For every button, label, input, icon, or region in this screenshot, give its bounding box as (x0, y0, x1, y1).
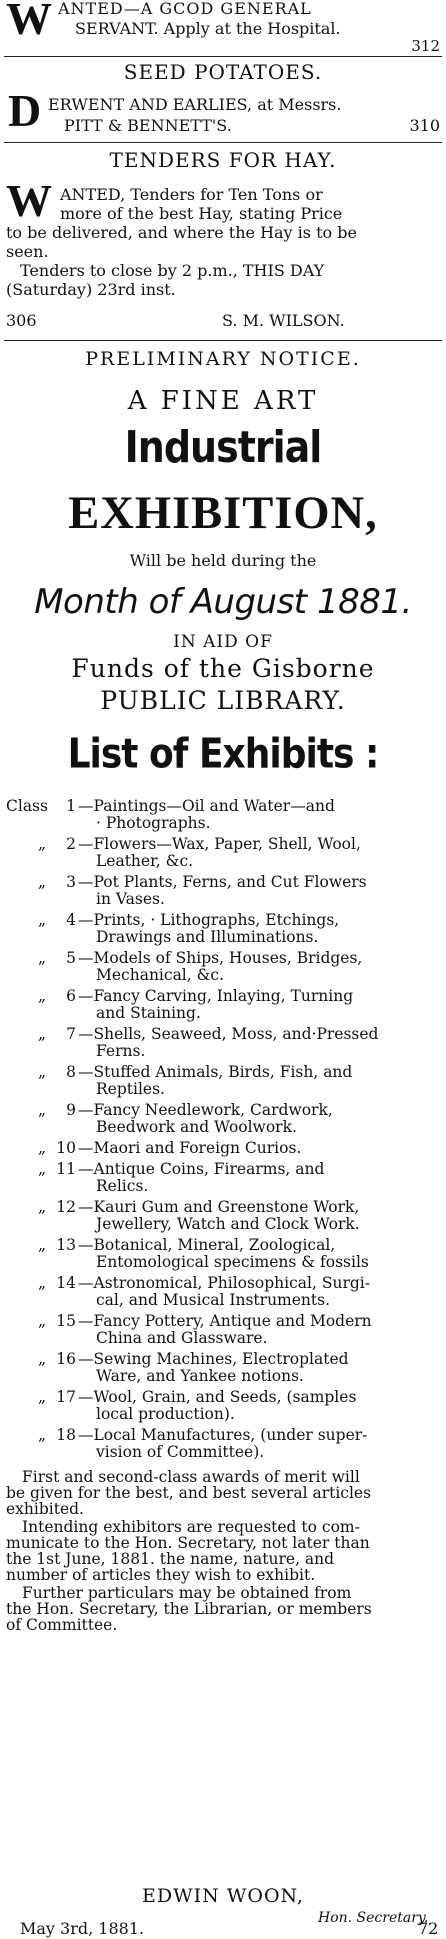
class-mark: „ (38, 1101, 47, 1119)
paragraph-line: First and second-class awards of merit will (22, 1468, 360, 1486)
list-of-exhibits-heading: List of Exhibits : (67, 730, 379, 779)
seed-heading: SEED POTATOES. (123, 60, 323, 84)
class-description-line: vision of Committee). (96, 1442, 265, 1461)
signer-title: Hon. Secretary. (318, 1910, 429, 1926)
class-number: 15 (56, 1312, 76, 1330)
class-description (78, 1026, 442, 1059)
class-description (78, 1427, 442, 1460)
exhibit-class-row (6, 874, 442, 908)
class-number: 10 (56, 1139, 76, 1157)
class-number: 1 (66, 797, 76, 815)
class-description-line: —Models of Ships, Houses, Bridges, (78, 949, 363, 967)
class-mark: „ (38, 1426, 47, 1444)
class-description-line: Mechanical, &c. (96, 965, 225, 984)
exhibit-class-row (6, 1275, 442, 1309)
class-mark: „ (38, 1025, 47, 1043)
exhibition-date: May 3rd, 1881. (20, 1919, 145, 1938)
hay-line-1: ANTED, Tenders for Ten Tons or (60, 185, 323, 204)
hay-signature: S. M. WILSON. (222, 311, 345, 330)
class-number: 5 (66, 949, 76, 967)
paragraph-line: of Committee. (6, 1616, 118, 1634)
class-description (78, 1351, 442, 1384)
class-description (78, 1389, 442, 1422)
class-mark: „ (38, 1388, 47, 1406)
dropcap-w: W (6, 0, 52, 44)
class-number: 18 (56, 1426, 76, 1444)
class-description-line: —Maori and Foreign Curios. (78, 1139, 302, 1157)
exhibit-class-row (6, 1313, 442, 1347)
exhibit-class-row (6, 1237, 442, 1271)
class-number: 11 (56, 1160, 76, 1178)
class-description-line: Leather, &c. (96, 851, 194, 870)
exhibit-class-row (6, 1351, 442, 1385)
paragraph-line: number of articles they wish to exhibit. (6, 1566, 316, 1584)
paragraph-line: be given for the best, and best several articles (6, 1484, 372, 1502)
class-description-line: Reptiles. (96, 1079, 165, 1098)
class-number: 3 (66, 873, 76, 891)
class-mark: „ (38, 1198, 47, 1216)
class-description-line: —Sewing Machines, Electroplated (78, 1350, 349, 1368)
class-description-line: in Vases. (96, 889, 165, 908)
month-of-august: Month of August 1881. (34, 582, 412, 622)
class-description-line: —Local Manufactures, (under super- (78, 1426, 368, 1444)
class-description-line: —Stuffed Animals, Birds, Fish, and (78, 1063, 353, 1081)
servant-ref: 312 (411, 37, 440, 55)
class-description (78, 1237, 442, 1270)
class-mark: „ (38, 1312, 47, 1330)
class-number: 9 (66, 1101, 76, 1119)
seed-ref: 310 (409, 116, 440, 135)
class-description-line: Ware, and Yankee notions. (96, 1366, 304, 1385)
class-mark: „ (38, 1350, 47, 1368)
held-during: Will be held during the (129, 551, 317, 570)
class-description-line: —Astronomical, Philosophical, Surgi- (78, 1274, 370, 1292)
industrial-heading: Industrial (124, 421, 322, 473)
class-description-line: —Flowers—Wax, Paper, Shell, Wool, (78, 835, 361, 853)
seed-line-2: PITT & BENNETT'S. (64, 116, 232, 135)
exhibition-heading: EXHIBITION, (68, 487, 378, 539)
exhibit-class-row (6, 1064, 442, 1098)
exhibit-class-row (6, 1427, 442, 1461)
paragraph-line: municate to the Hon. Secretary, not later than (6, 1534, 370, 1552)
class-number: 7 (66, 1025, 76, 1043)
exhibit-class-row (6, 1161, 442, 1195)
seed-line-1: ERWENT AND EARLIES, at Messrs. (48, 95, 342, 114)
exhibition-ref: 72 (418, 1919, 439, 1938)
class-description-line: —Fancy Needlework, Cardwork, (78, 1101, 333, 1119)
paragraph-line: Further particulars may be obtained from (22, 1584, 352, 1602)
class-description-line: —Shells, Seaweed, Moss, and·Pressed (78, 1025, 379, 1043)
class-description (78, 1199, 442, 1232)
class-description (78, 1275, 442, 1308)
class-description (78, 798, 442, 831)
class-description (78, 1161, 442, 1194)
class-description-line: Ferns. (96, 1041, 146, 1060)
class-description-line: · Photographs. (96, 813, 211, 832)
class-description-line: —Paintings—Oil and Water—and (78, 797, 335, 815)
exhibit-class-row (6, 836, 442, 870)
exhibit-class-row (6, 1389, 442, 1423)
class-mark: „ (38, 1274, 47, 1292)
class-mark: „ (38, 1236, 47, 1254)
class-mark: „ (38, 873, 47, 891)
class-description-line: —Fancy Carving, Inlaying, Turning (78, 987, 354, 1005)
fine-art-line: A FINE ART (127, 386, 319, 416)
public-library: PUBLIC LIBRARY. (100, 686, 346, 715)
class-number: 6 (66, 987, 76, 1005)
exhibit-class-row (6, 798, 442, 832)
class-mark: „ (38, 1139, 47, 1157)
exhibit-class-row (6, 1026, 442, 1060)
class-description (78, 1140, 442, 1157)
paragraph-line: the Hon. Secretary, the Librarian, or members (6, 1600, 372, 1618)
divider (4, 56, 442, 57)
servant-line-2: SERVANT. Apply at the Hospital. (75, 19, 341, 38)
hay-line-5: Tenders to close by 2 p.m., THIS DAY (20, 261, 325, 280)
hay-line-6: (Saturday) 23rd inst. (6, 280, 176, 299)
class-description (78, 874, 442, 907)
divider (4, 142, 442, 143)
class-number: 16 (56, 1350, 76, 1368)
class-description (78, 836, 442, 869)
exhibit-class-row (6, 1102, 442, 1136)
paragraph-line: Intending exhibitors are requested to com- (22, 1518, 360, 1536)
class-description (78, 1064, 442, 1097)
class-mark: „ (38, 1063, 47, 1081)
class-description (78, 988, 442, 1021)
class-description-line: and Staining. (96, 1003, 201, 1022)
signer-name: EDWIN WOON, (142, 1885, 304, 1907)
in-aid-of: IN AID OF (173, 632, 273, 652)
class-description-line: cal, and Musical Instruments. (96, 1290, 331, 1309)
class-description-line: —Fancy Pottery, Antique and Modern (78, 1312, 372, 1330)
class-description-line: Jewellery, Watch and Clock Work. (96, 1214, 360, 1233)
class-number: 17 (56, 1388, 76, 1406)
exhibit-class-row (6, 950, 442, 984)
hay-line-4: seen. (6, 242, 49, 261)
class-description-line: —Kauri Gum and Greenstone Work, (78, 1198, 360, 1216)
class-mark: „ (38, 1160, 47, 1178)
class-description-line: Relics. (96, 1176, 149, 1195)
class-description-line: local production). (96, 1404, 235, 1423)
hay-line-3: to be delivered, and where the Hay is to be (6, 223, 357, 242)
class-description (78, 1313, 442, 1346)
hay-ref: 306 (6, 311, 37, 330)
exhibit-class-row (6, 1199, 442, 1233)
class-mark: „ (38, 949, 47, 967)
class-description-line: —Pot Plants, Ferns, and Cut Flowers (78, 873, 367, 891)
paragraph-line: the 1st June, 1881. the name, nature, and (6, 1550, 335, 1568)
class-description-line: Beedwork and Woolwork. (96, 1117, 297, 1136)
class-description-line: —Antique Coins, Firearms, and (78, 1160, 325, 1178)
exhibit-class-row (6, 912, 442, 946)
preliminary-notice: PRELIMINARY NOTICE. (85, 348, 361, 370)
funds-line: Funds of the Gisborne (71, 654, 375, 683)
divider (4, 340, 442, 341)
class-mark: „ (38, 835, 47, 853)
class-description-line: China and Glassware. (96, 1328, 268, 1347)
hay-line-2: more of the best Hay, stating Price (60, 204, 343, 223)
class-mark: „ (38, 987, 47, 1005)
class-description-line: —Prints, · Lithographs, Etchings, (78, 911, 340, 929)
class-description-line: —Botanical, Mineral, Zoological, (78, 1236, 336, 1254)
class-description (78, 912, 442, 945)
paragraph-line: exhibited. (6, 1500, 84, 1518)
class-number: 8 (66, 1063, 76, 1081)
class-number: 13 (56, 1236, 76, 1254)
class-mark: Class (6, 797, 48, 815)
servant-line-1: ANTED—A GCOD GENERAL (58, 0, 312, 18)
hay-heading: TENDERS FOR HAY. (109, 148, 337, 172)
class-number: 4 (66, 911, 76, 929)
dropcap-w: W (6, 175, 52, 226)
class-mark: „ (38, 911, 47, 929)
class-number: 2 (66, 835, 76, 853)
class-number: 14 (56, 1274, 76, 1292)
class-description (78, 1102, 442, 1135)
exhibit-class-row (6, 988, 442, 1022)
dropcap-d: D (8, 85, 42, 136)
class-description (78, 950, 442, 983)
class-description-line: Entomological specimens & fossils (96, 1252, 369, 1271)
class-description-line: —Wool, Grain, and Seeds, (samples (78, 1388, 357, 1406)
exhibit-class-row (6, 1140, 442, 1157)
class-description-line: Drawings and Illuminations. (96, 927, 319, 946)
class-number: 12 (56, 1198, 76, 1216)
